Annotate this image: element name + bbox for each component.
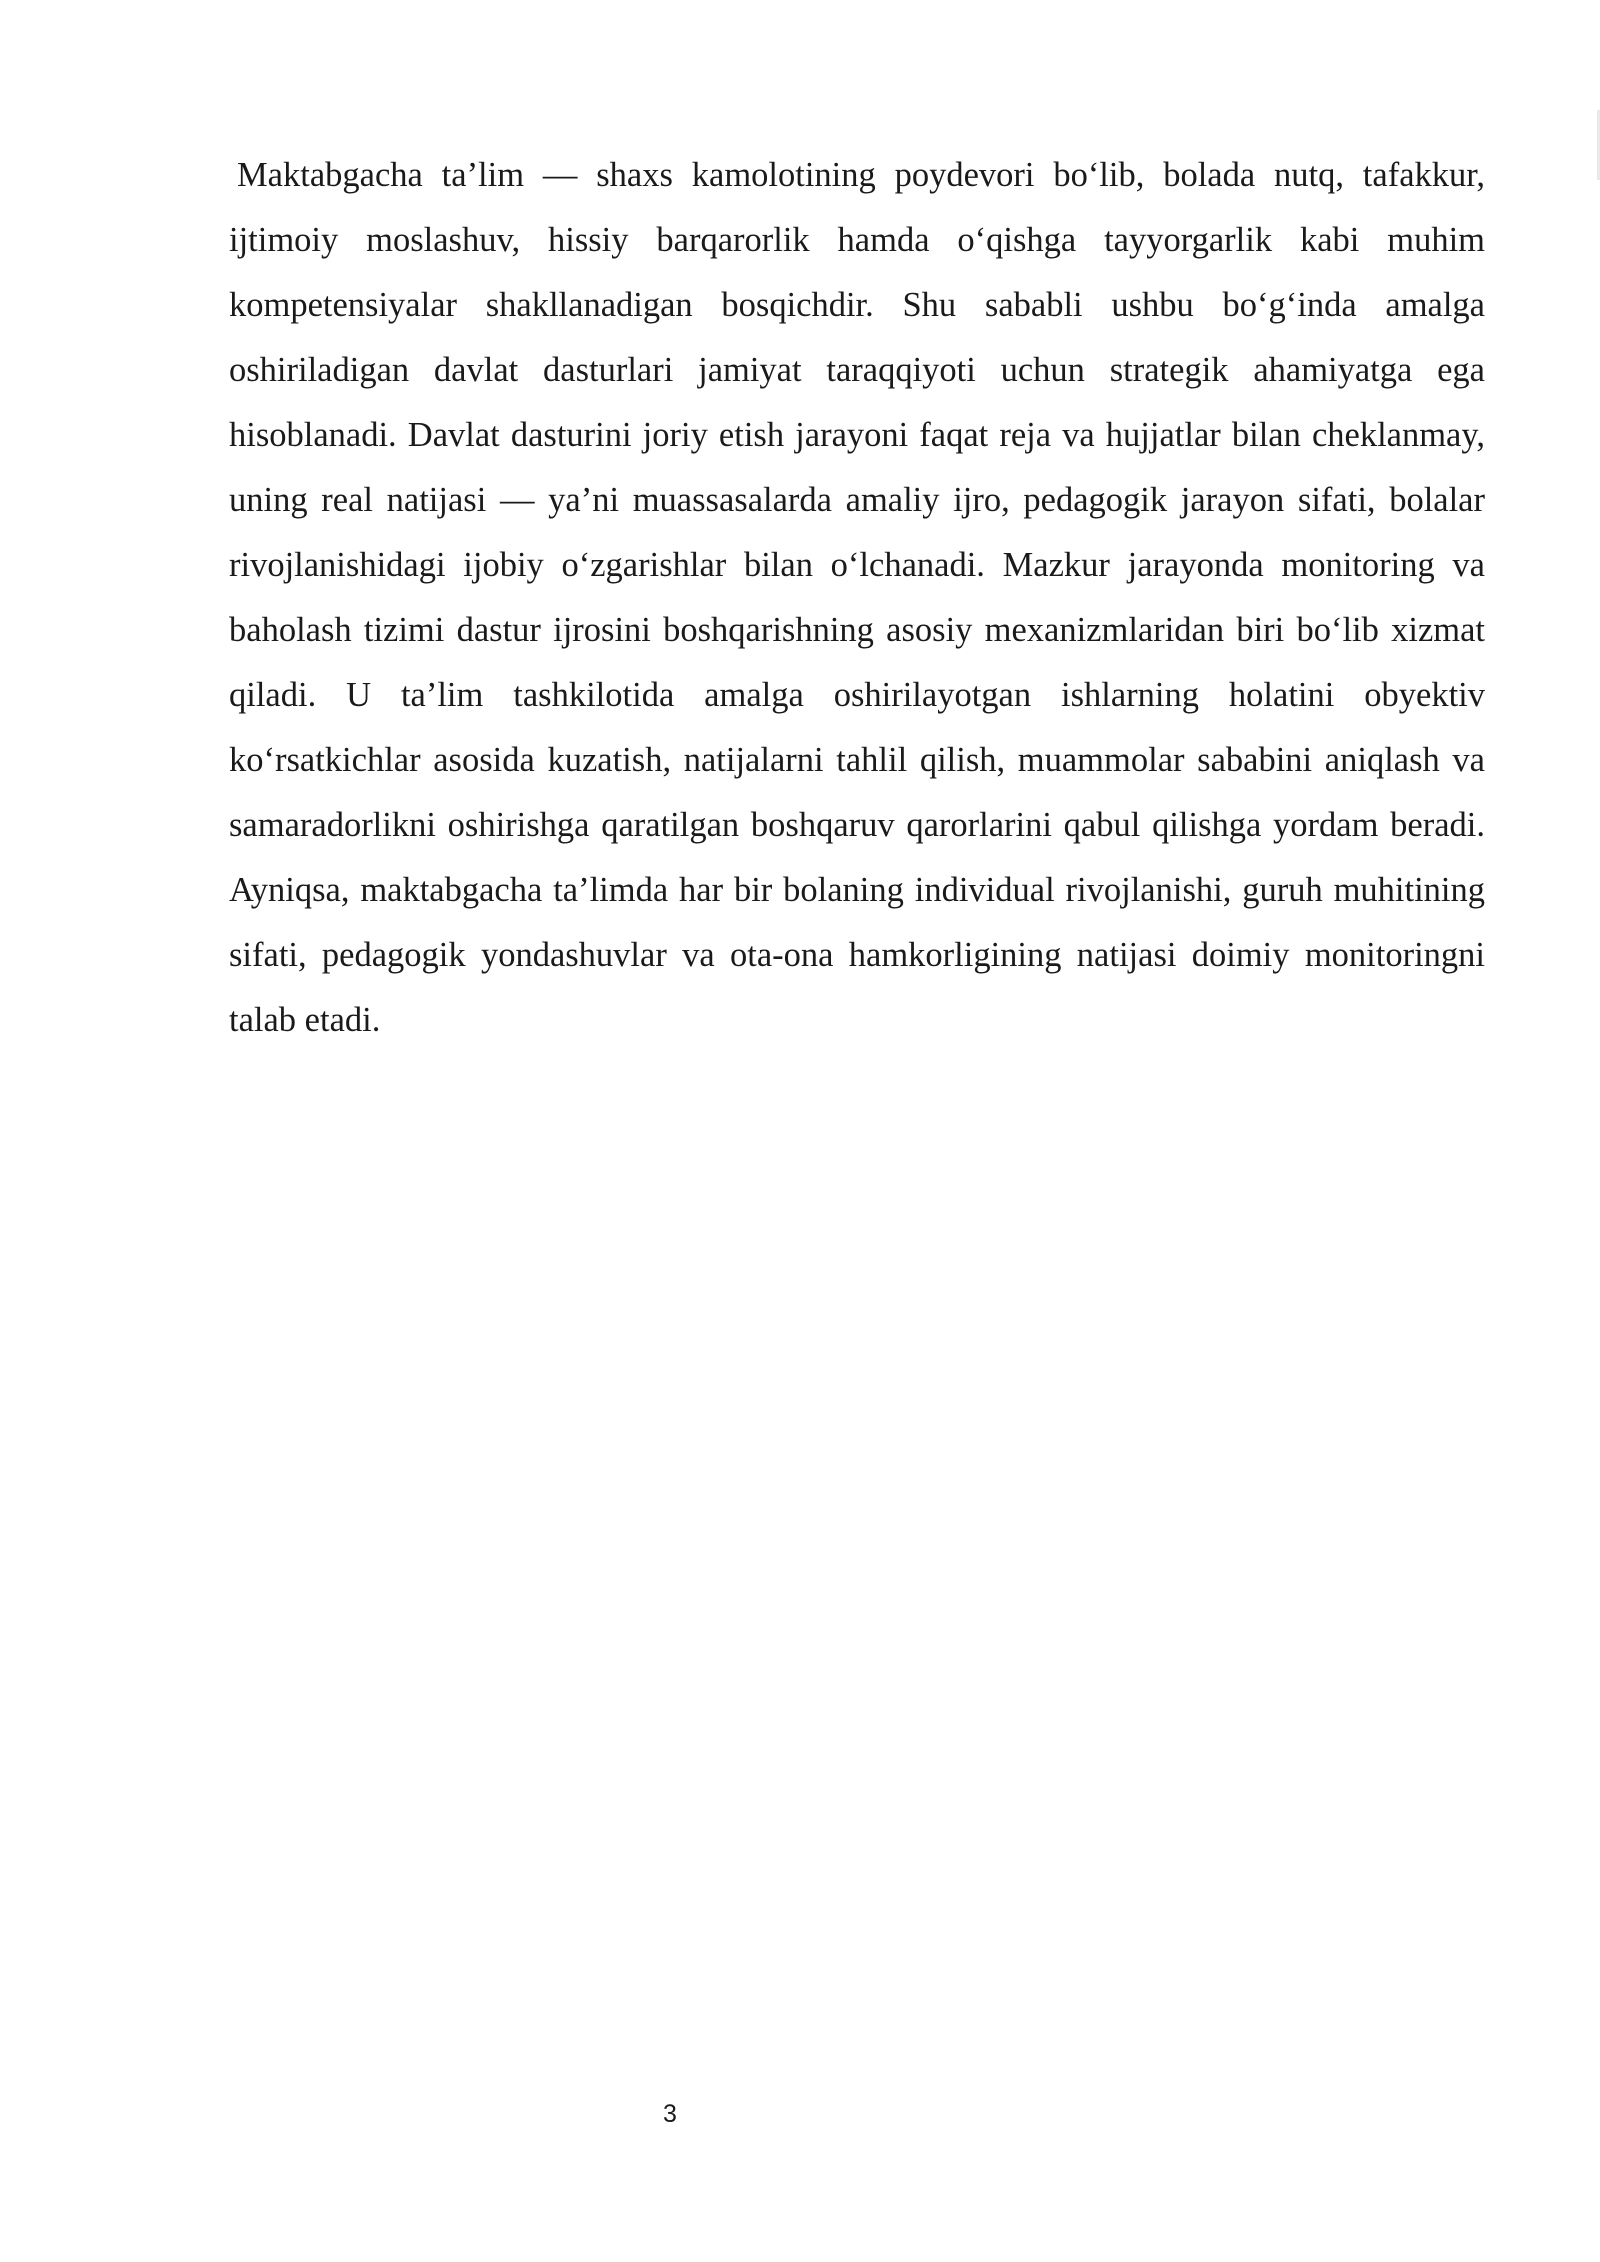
- body-paragraph: Maktabgacha ta’lim — shaxs kamolotining poydevori bo‘lib, bolada nutq, tafakkur, ijtimoiy moslashuv, hissiy barqarorlik hamda o‘qishga tayyorgarlik kabi muhim kompetensiyalar shakllanadigan bosqichdir. Shu sababli ushbu bo‘g‘inda amalga oshiriladigan davlat dasturlari jamiyat taraqqiyoti uchun strategik ahamiyatga ega hisoblanadi. Davlat dasturini joriy etish jarayoni faqat reja va hujjatlar bilan cheklanmay, uning real natijasi — ya’ni muassasalarda amaliy ijro, pedagogik jarayon sifati, bolalar rivojlanishidagi ijobiy o‘zgarishlar bilan o‘lchanadi. Mazkur jarayonda monitoring va baholash tizimi dastur ijrosini boshqarishning asosiy mexanizmlaridan biri bo‘lib xizmat qiladi. U ta’lim tashkilotida amalga oshirilayotgan ishlarning holatini obyektiv ko‘rsatkichlar asosida kuzatish, natijalarni tahlil qilish, muammolar sababini aniqlash va samaradorlikni oshirishga qaratilgan boshqaruv qarorlarini qabul qilishga yordam beradi. Ayniqsa, maktabgacha ta’limda har bir bolaning individual rivojlanishi, guruh muhitining sifati, pedagogik yondashuvlar va ota-ona hamkorligining natijasi doimiy monitoringni talab etadi.: [229, 156, 1485, 1039]
- page-number: 3: [663, 2100, 677, 2128]
